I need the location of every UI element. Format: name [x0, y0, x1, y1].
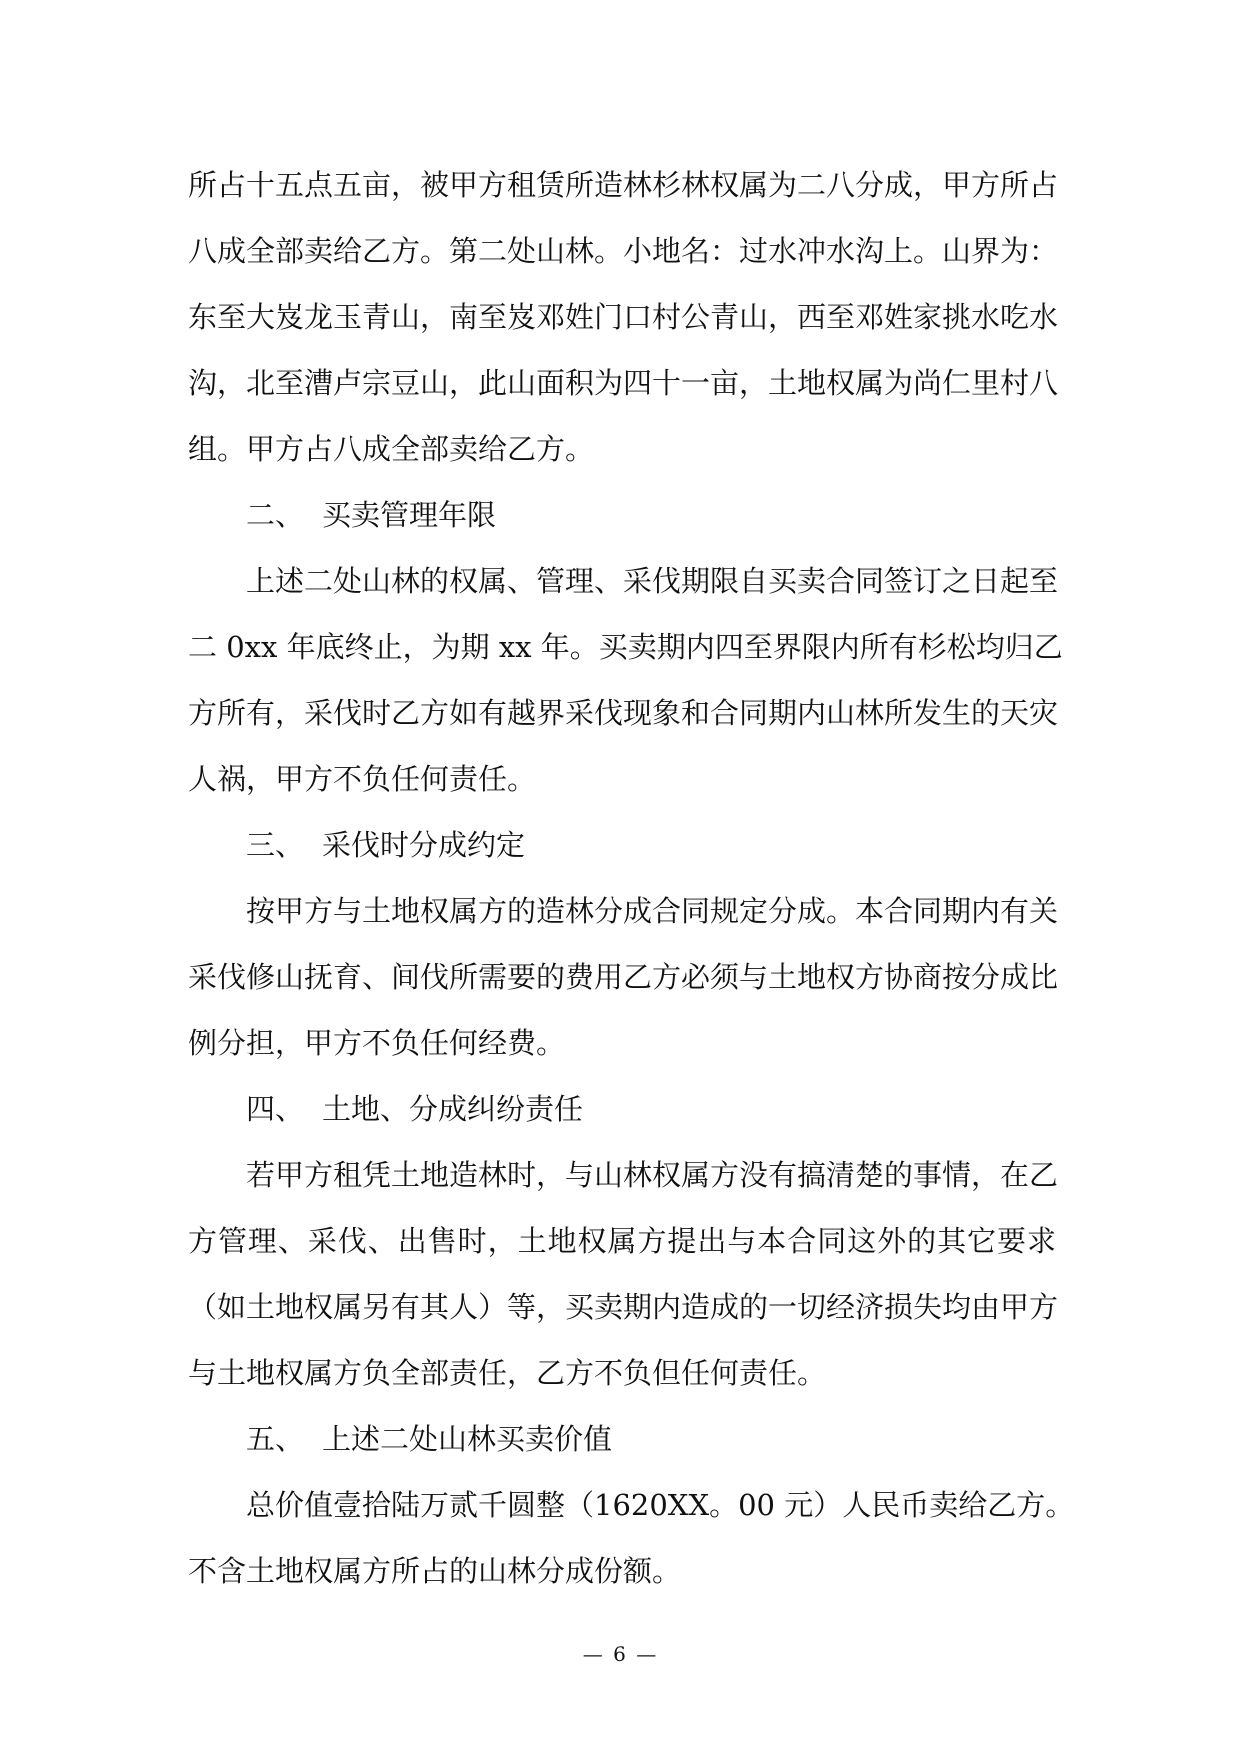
section-number: 三、: [246, 828, 305, 862]
document-body: [188, 152, 1075, 1604]
section-title: 采伐时分成约定: [322, 828, 526, 862]
paragraph-line: 方所有，采伐时乙方如有越界采伐现象和合同期内山林所发生的天灾: [188, 696, 1059, 730]
paragraph-line: 上述二处山林的权属、管理、采伐期限自买卖合同签订之日起至: [246, 564, 1059, 598]
paragraph-line: 人祸，甲方不负任何责任。: [188, 762, 537, 796]
paragraph-line: 八成全部卖给乙方。第二处山林。小地名：过水冲水沟上。山界为：: [188, 234, 1059, 268]
section-number: 二、: [246, 498, 305, 532]
paragraph-line: 所占十五点五亩，被甲方租赁所造林杉林权属为二八分成，甲方所占: [188, 168, 1059, 202]
paragraph-line: 与土地权属方负全部责任，乙方不负但任何责任。: [188, 1356, 827, 1390]
paragraph-line: 组。甲方占八成全部卖给乙方。: [188, 432, 595, 466]
paragraph-line: 沟，北至漕卢宗豆山，此山面积为四十一亩，土地权属为尚仁里村八: [188, 366, 1059, 400]
section-heading: [188, 482, 1056, 548]
page-number: — 6 —: [582, 1642, 659, 1666]
section-title: 土地、分成纠纷责任: [322, 1092, 584, 1126]
paragraph-line: 二 0xx 年底终止，为期 xx 年。买卖期内四至界限内所有杉松均归乙: [188, 630, 1063, 664]
paragraph-line: （如土地权属另有其人）等，买卖期内造成的一切经济损失均由甲方: [188, 1290, 1059, 1324]
paragraph-line: 例分担，甲方不负任何经费。: [188, 1026, 566, 1060]
paragraph-line: 不含土地权属方所占的山林分成份额。: [188, 1554, 682, 1588]
paragraph-line: 方管理、采伐、出售时，土地权属方提出与本合同这外的其它要求: [188, 1224, 1056, 1258]
section-heading: [188, 1406, 1056, 1472]
section-title: 上述二处山林买卖价值: [322, 1422, 613, 1456]
paragraph-line: 东至大岌龙玉青山，南至岌邓姓门口村公青山，西至邓姓家挑水吃水: [188, 300, 1059, 334]
section-heading: [188, 1076, 1056, 1142]
section-title: 买卖管理年限: [322, 498, 497, 532]
paragraph-line: 按甲方与土地权属方的造林分成合同规定分成。本合同期内有关: [246, 894, 1059, 928]
paragraph-line: 采伐修山抚育、间伐所需要的费用乙方必须与土地权方协商按分成比: [188, 960, 1059, 994]
paragraph-line: 总价值壹拾陆万贰千圆整（1620XX。00 元）人民币卖给乙方。: [246, 1488, 1075, 1522]
paragraph-line: 若甲方租凭土地造林时，与山林权属方没有搞清楚的事情，在乙: [246, 1158, 1059, 1192]
section-heading: [188, 812, 1056, 878]
section-number: 四、: [246, 1092, 305, 1126]
section-number: 五、: [246, 1422, 305, 1456]
